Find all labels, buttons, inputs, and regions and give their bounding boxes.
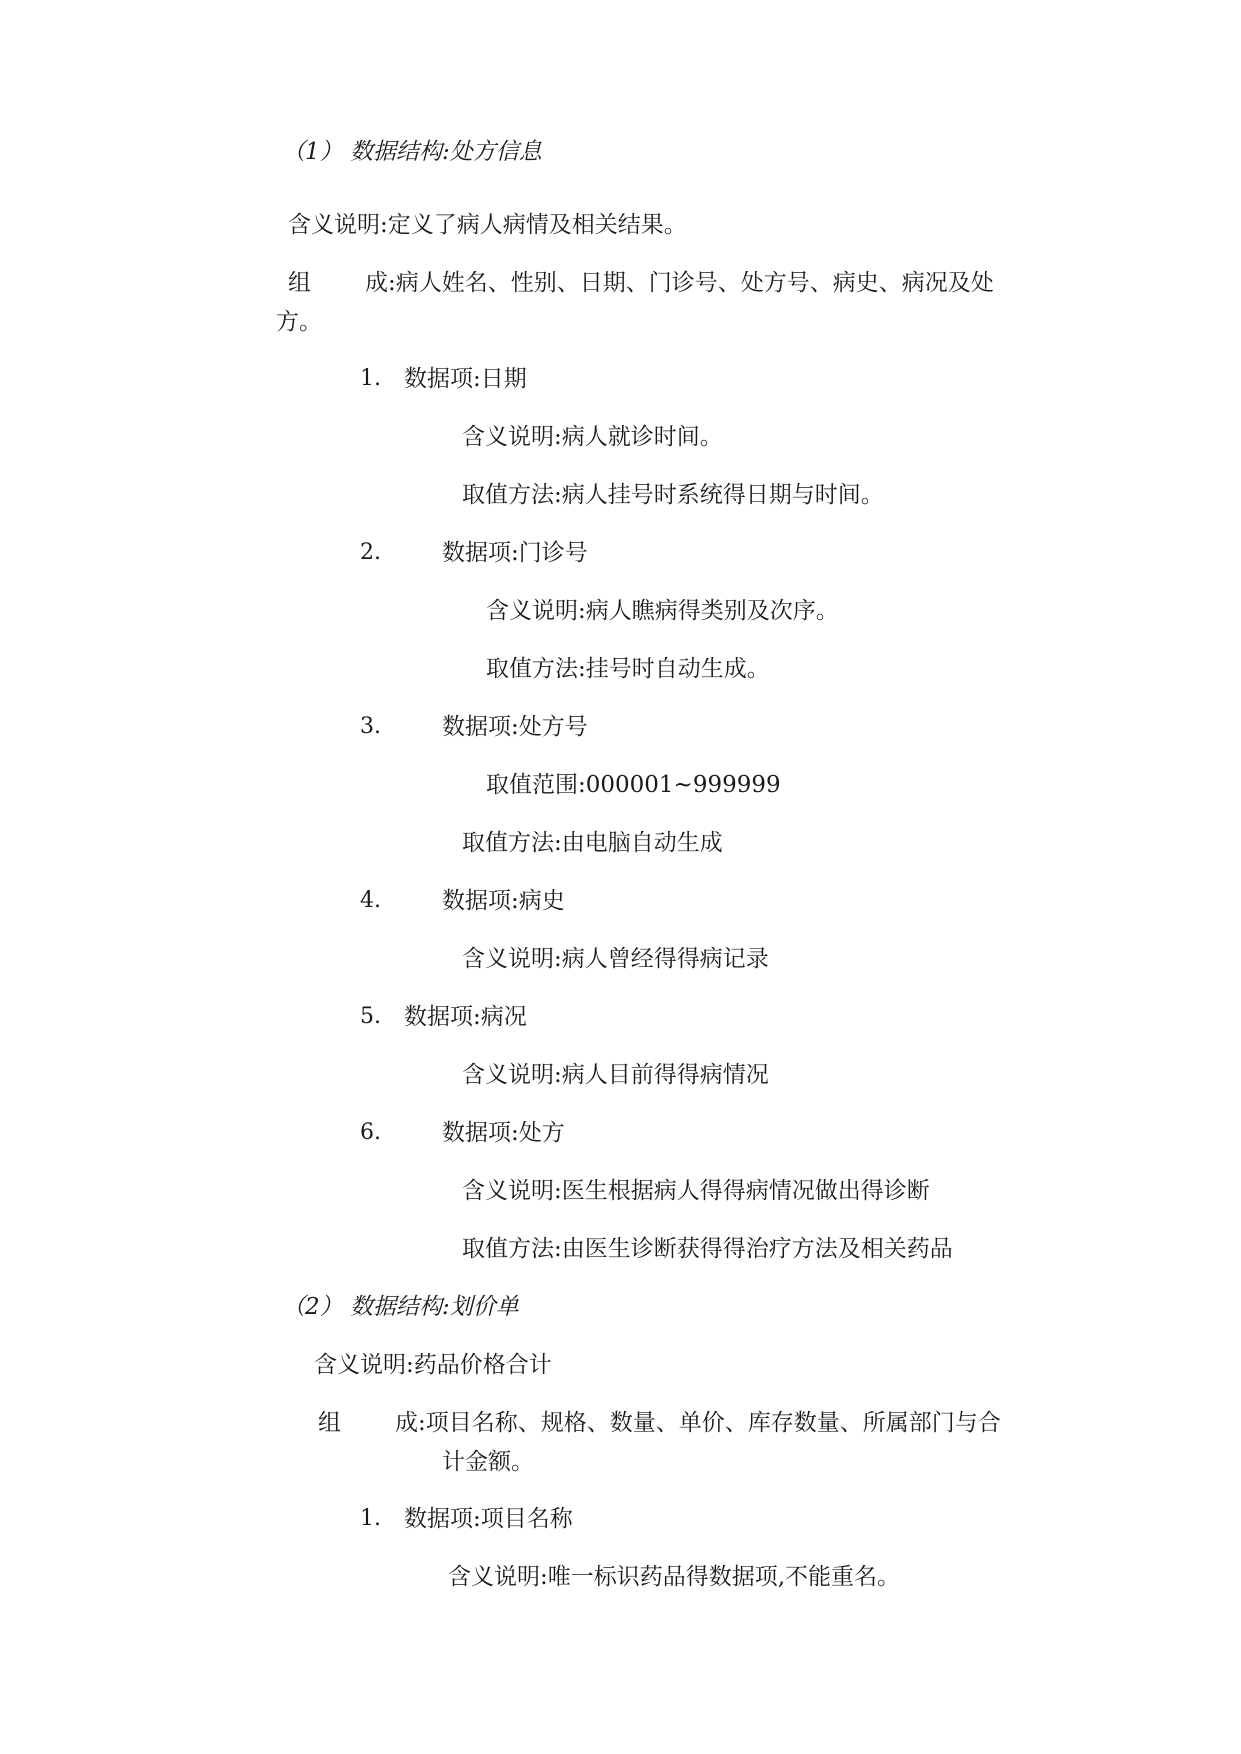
item-line: 含义说明:病人曾经得得病记录 — [462, 946, 769, 972]
section-number: （1） — [282, 139, 343, 165]
item-line: 取值方法:由医生诊断获得得治疗方法及相关药品 — [462, 1236, 953, 1262]
section-heading — [282, 137, 542, 167]
composition-text: 成:项目名称、规格、数量、单价、库存数量、所属部门与合 — [395, 1410, 1001, 1436]
item-line: 含义说明:病人就诊时间。 — [462, 424, 723, 450]
item-number: 2. — [360, 540, 381, 565]
section-meaning: 含义说明:定义了病人病情及相关结果。 — [288, 212, 687, 238]
section-composition — [288, 268, 994, 298]
item-number: 3. — [360, 714, 381, 739]
composition-label-part1: 组 — [288, 270, 311, 296]
item-title: 数据项:处方号 — [442, 714, 588, 740]
item-number: 4. — [360, 888, 381, 913]
item-line: 取值方法:由电脑自动生成 — [462, 830, 723, 856]
section-title: 数据结构:处方信息 — [349, 139, 542, 165]
item-title: 数据项:项目名称 — [404, 1506, 573, 1532]
section-composition — [318, 1408, 1001, 1438]
section-title: 数据结构:划价单 — [349, 1294, 519, 1320]
item-line: 含义说明:唯一标识药品得数据项,不能重名。 — [448, 1564, 901, 1590]
item-line: 含义说明:病人目前得得病情况 — [462, 1062, 769, 1088]
composition-continuation: 计金额。 — [442, 1449, 534, 1475]
item-line: 含义说明:医生根据病人得得病情况做出得诊断 — [462, 1178, 930, 1204]
item-number: 6. — [360, 1120, 381, 1145]
item-number: 1. — [360, 366, 381, 391]
item-line: 取值方法:挂号时自动生成。 — [486, 656, 770, 682]
item-title: 数据项:门诊号 — [442, 540, 588, 566]
composition-text: 成:病人姓名、性别、日期、门诊号、处方号、病史、病况及处 — [365, 270, 994, 296]
section-meaning: 含义说明:药品价格合计 — [314, 1352, 552, 1378]
item-title: 数据项:病史 — [442, 888, 565, 914]
item-line: 取值范围:000001~999999 — [486, 772, 781, 798]
item-title: 数据项:日期 — [404, 366, 527, 392]
item-title: 数据项:病况 — [404, 1004, 527, 1030]
composition-continuation: 方。 — [276, 309, 322, 335]
section-heading — [282, 1292, 519, 1322]
composition-label-part1: 组 — [318, 1410, 341, 1436]
section-number: （2） — [282, 1294, 343, 1320]
item-line: 含义说明:病人瞧病得类别及次序。 — [486, 598, 839, 624]
item-number: 1. — [360, 1506, 381, 1531]
item-title: 数据项:处方 — [442, 1120, 565, 1146]
item-number: 5. — [360, 1004, 381, 1029]
item-line: 取值方法:病人挂号时系统得日期与时间。 — [462, 482, 884, 508]
